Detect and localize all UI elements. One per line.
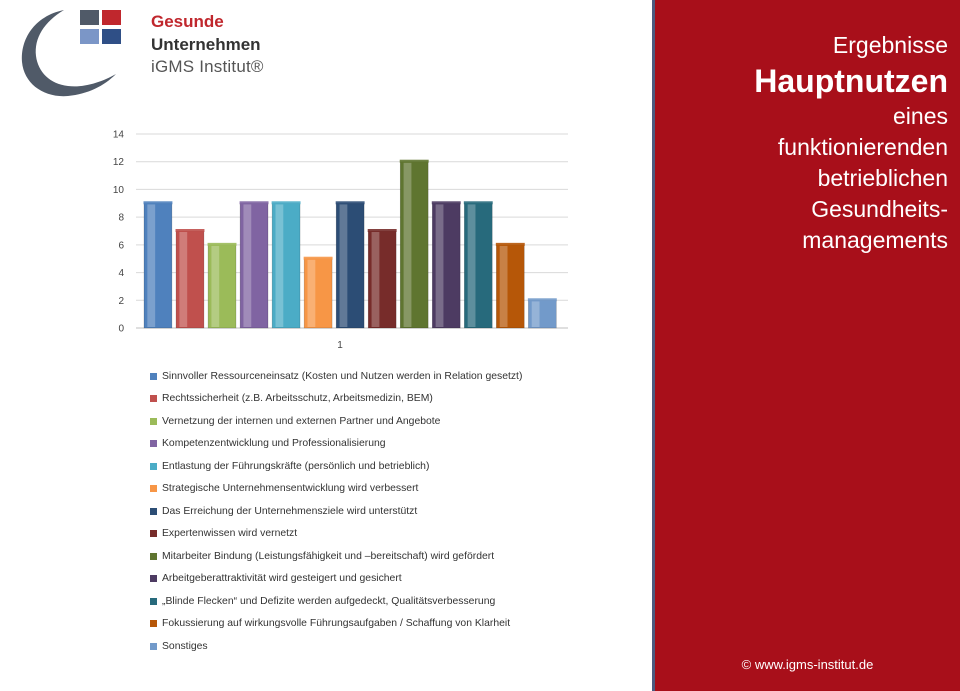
panel-line-managements: managements xyxy=(802,227,948,253)
logo-text-unternehmen: Unternehmen xyxy=(151,35,261,54)
legend-item xyxy=(150,433,630,456)
y-tick-label: 10 xyxy=(112,184,124,196)
bar-top xyxy=(528,298,557,301)
legend-swatch xyxy=(150,620,157,627)
logo-text-institut: iGMS Institut® xyxy=(151,57,264,76)
bar-top xyxy=(336,201,365,204)
legend-item xyxy=(150,523,630,546)
bar-chart xyxy=(100,122,580,362)
bar-highlight xyxy=(275,204,283,327)
bar-top xyxy=(432,201,461,204)
copyright-text: © www.igms-institut.de xyxy=(741,657,874,672)
panel-line-ergebnisse: Ergebnisse xyxy=(832,32,948,58)
bar-top xyxy=(464,201,493,204)
logo-text-gesunde: Gesunde xyxy=(151,12,224,31)
bar-top xyxy=(240,201,269,204)
chart-legend xyxy=(150,365,630,658)
legend-swatch xyxy=(150,463,157,470)
legend-label: Rechtssicherheit (z.B. Arbeitsschutz, Arbeitsmedizin, BEM) xyxy=(162,393,433,405)
panel-title xyxy=(668,30,948,256)
legend-item xyxy=(150,410,630,433)
y-tick-label: 12 xyxy=(112,157,124,169)
legend-label: Sinnvoller Ressourceneinsatz (Kosten und Nutzen werden in Relation gesetzt) xyxy=(162,370,523,382)
legend-item xyxy=(150,635,630,658)
legend-label: Arbeitgeberattraktivität wird gesteigert und gesichert xyxy=(162,573,402,585)
bar-highlight xyxy=(532,301,540,327)
legend-swatch xyxy=(150,598,157,605)
legend-swatch xyxy=(150,530,157,537)
legend-label: Strategische Unternehmensentwicklung wird verbessert xyxy=(162,483,419,495)
logo-mark-icon xyxy=(16,6,146,102)
legend-swatch xyxy=(150,508,157,515)
bar-top xyxy=(272,201,301,204)
bar-highlight xyxy=(243,204,251,327)
x-category-label: 1 xyxy=(337,340,343,351)
bar-top xyxy=(496,243,525,246)
y-tick-label: 8 xyxy=(118,212,124,224)
legend-item xyxy=(150,590,630,613)
bar-top xyxy=(144,201,173,204)
bar-highlight xyxy=(179,232,187,327)
panel-line-gesundheits: Gesundheits- xyxy=(811,196,948,222)
y-tick-label: 4 xyxy=(118,268,124,280)
panel-line-hauptnutzen: Hauptnutzen xyxy=(754,63,948,99)
bar-highlight xyxy=(372,232,380,327)
legend-label: Expertenwissen wird vernetzt xyxy=(162,528,298,540)
legend-item xyxy=(150,545,630,568)
panel-line-funktionierenden: funktionierenden xyxy=(777,134,948,160)
bar-highlight xyxy=(436,204,444,327)
legend-swatch xyxy=(150,575,157,582)
y-tick-label: 2 xyxy=(118,295,124,307)
logo xyxy=(16,6,276,102)
bar-highlight xyxy=(147,204,155,327)
legend-label: Vernetzung der internen und externen Partner und Angebote xyxy=(162,415,441,427)
legend-item xyxy=(150,613,630,636)
y-tick-label: 6 xyxy=(118,240,124,252)
legend-label: Sonstiges xyxy=(162,640,208,652)
bar-highlight xyxy=(211,246,219,327)
legend-label: Das Erreichung der Unternehmensziele wird unterstützt xyxy=(162,505,418,517)
legend-item xyxy=(150,388,630,411)
legend-swatch xyxy=(150,553,157,560)
panel-line-betrieblichen: betrieblichen xyxy=(817,165,948,191)
legend-swatch xyxy=(150,485,157,492)
bar-top xyxy=(176,229,205,232)
legend-swatch xyxy=(150,373,157,380)
bar-top xyxy=(208,243,237,246)
legend-swatch xyxy=(150,418,157,425)
bar-highlight xyxy=(500,246,508,327)
legend-label: Mitarbeiter Bindung (Leistungsfähigkeit und –bereitschaft) wird gefördert xyxy=(162,550,495,562)
legend-item xyxy=(150,478,630,501)
legend-item xyxy=(150,500,630,523)
title-panel xyxy=(652,0,960,691)
bar-top xyxy=(400,160,429,163)
legend-swatch xyxy=(150,440,157,447)
bar-top xyxy=(304,257,333,260)
bar-highlight xyxy=(404,163,412,327)
bar-top xyxy=(368,229,397,232)
y-tick-label: 14 xyxy=(112,129,124,141)
legend-label: Fokussierung auf wirkungsvolle Führungsaufgaben / Schaffung von Klarheit xyxy=(162,618,511,630)
legend-item xyxy=(150,568,630,591)
legend-swatch xyxy=(150,395,157,402)
y-tick-label: 0 xyxy=(118,323,124,335)
legend-item xyxy=(150,455,630,478)
legend-swatch xyxy=(150,643,157,650)
legend-label: „Blinde Flecken“ und Defizite werden aufgedeckt, Qualitätsverbesserung xyxy=(162,595,496,607)
bar-highlight xyxy=(340,204,348,327)
bar-highlight xyxy=(468,204,476,327)
legend-label: Entlastung der Führungskräfte (persönlich und betrieblich) xyxy=(162,460,430,472)
legend-label: Kompetenzentwicklung und Professionalisierung xyxy=(162,438,386,450)
legend-item xyxy=(150,365,630,388)
panel-line-eines: eines xyxy=(893,103,948,129)
bar-highlight xyxy=(308,260,316,327)
